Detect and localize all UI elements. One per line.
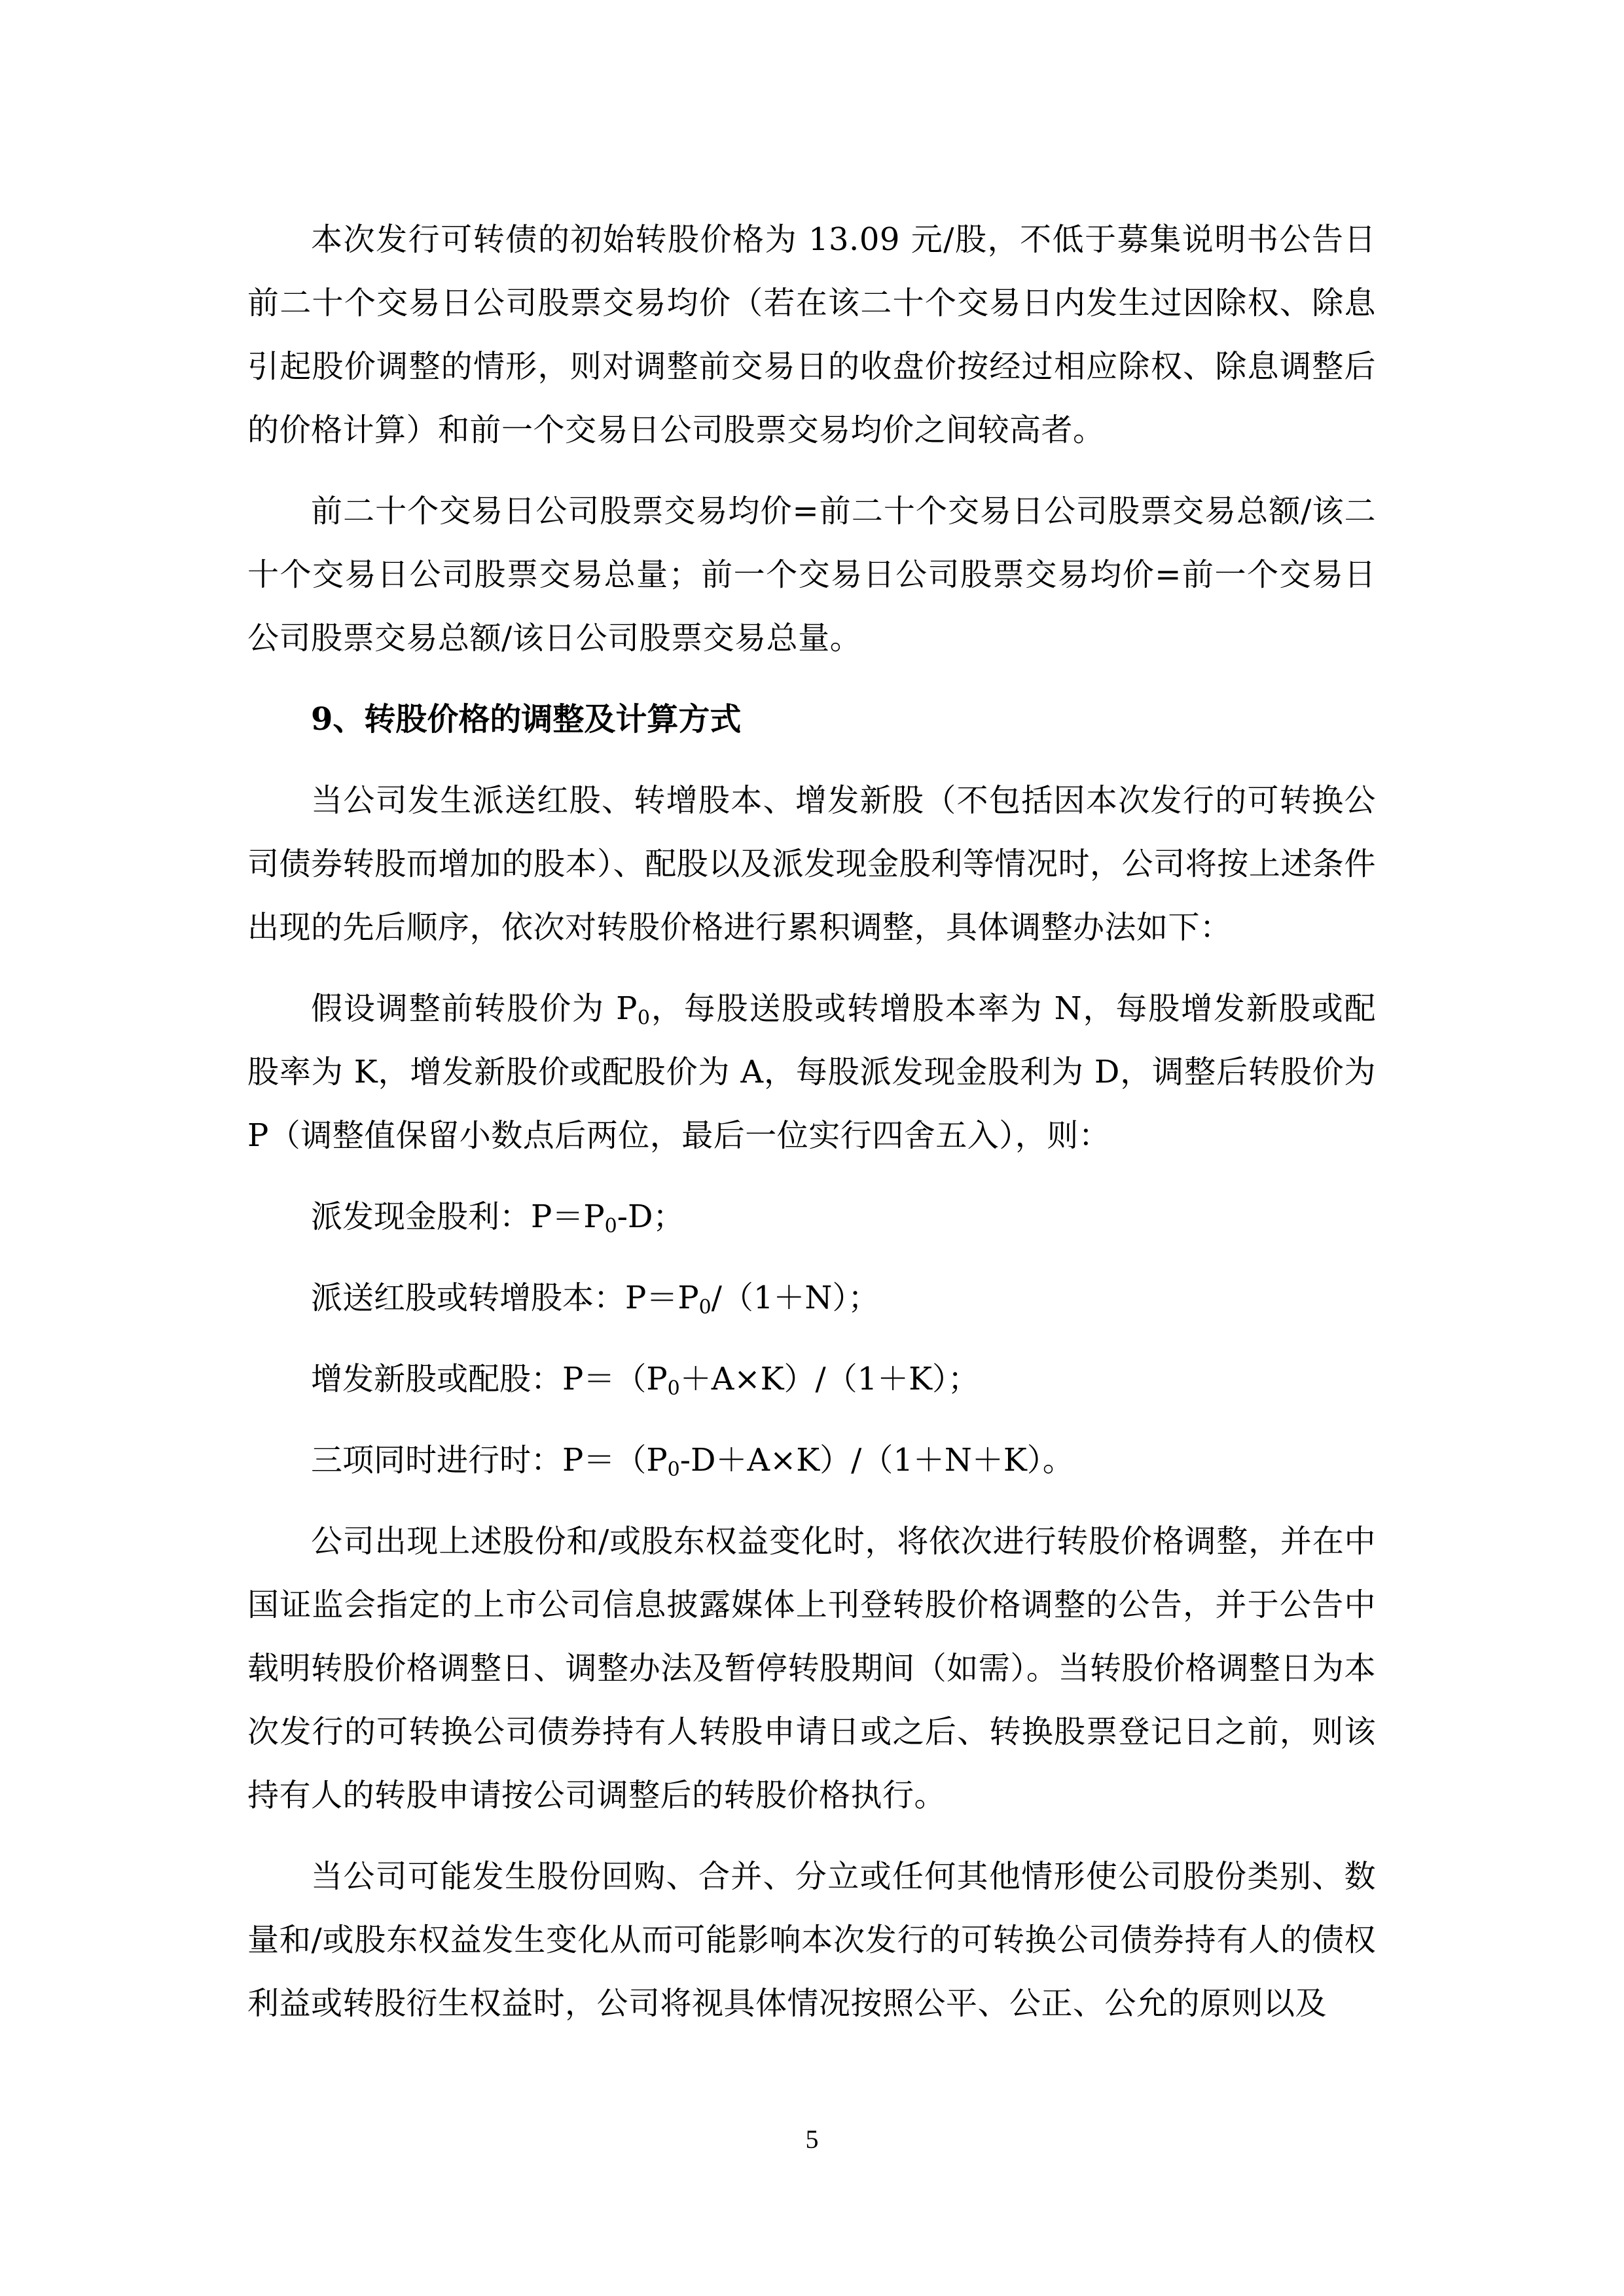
subscript-zero: 0 xyxy=(667,1377,680,1400)
formula-expression-post: /（1＋N）； xyxy=(711,1280,880,1316)
section-heading: 9、转股价格的调整及计算方式 xyxy=(311,701,742,738)
formula-label: 三项同时进行时： xyxy=(311,1442,563,1479)
subscript-zero: 0 xyxy=(604,1215,617,1238)
paragraph-initial-conversion-price: 本次发行可转债的初始转股价格为 13.09 元/股，不低于募集说明书公告日前二十个交易日公司股票交易均价（若在该二十个交易日内发生过因除权、除息引起股价调整的情形，则对调整前交易日的收盘价按经过相应除权、除息调整后的价格计算）和前一个交易日公司股票交易均价之间较高者。 xyxy=(247,221,1376,448)
formula-expression-post: -D＋A×K）/（1＋N＋K）。 xyxy=(679,1442,1074,1479)
variables-text-part1: 假设调整前转股价为 P xyxy=(311,990,638,1027)
formula-new-shares-rights-issue xyxy=(247,1348,1376,1411)
formula-expression-pre: P＝P xyxy=(531,1198,605,1235)
subscript-zero: 0 xyxy=(637,1007,651,1030)
paragraph-other-changes: 当公司可能发生股份回购、合并、分立或任何其他情形使公司股份类别、数量和/或股东权益发生变化从而可能影响本次发行的可转换公司债券持有人的债权利益或转股衍生权益时，公司将视具体情况按照公平、公正、公允的原则以及 xyxy=(247,1858,1376,2022)
variables-text-part2: ，每股送股或转增股本率为 N，每股增发新股或配股率为 K，增发新股价或配股价为 A，每股派发现金股利为 D，调整后转股价为 P（调整值保留小数点后两位，最后一位实行四舍五入），则： xyxy=(247,990,1376,1154)
formula-label: 派送红股或转增股本： xyxy=(311,1280,626,1316)
formula-expression-pre: P＝（P xyxy=(562,1442,668,1479)
formula-label: 增发新股或配股： xyxy=(311,1361,563,1397)
formula-label: 派发现金股利： xyxy=(311,1198,532,1235)
subscript-zero: 0 xyxy=(698,1296,712,1319)
page-number: 5 xyxy=(805,2125,819,2154)
paragraph-variable-definitions xyxy=(247,977,1376,1168)
formula-expression-pre: P＝P xyxy=(625,1280,699,1316)
formula-expression-pre: P＝（P xyxy=(562,1361,668,1397)
subscript-zero: 0 xyxy=(667,1458,680,1481)
paragraph-announcement: 公司出现上述股份和/或股东权益变化时，将依次进行转股价格调整，并在中国证监会指定的上市公司信息披露媒体上刊登转股价格调整的公告，并于公告中载明转股价格调整日、调整办法及暂停转股期间（如需）。当转股价格调整日为本次发行的可转换公司债券持有人转股申请日或之后、转换股票登记日之前，则该持有人的转股申请按公司调整后的转股价格执行。 xyxy=(247,1523,1376,1814)
formula-expression-post: -D； xyxy=(617,1198,685,1235)
formula-bonus-shares xyxy=(247,1266,1376,1330)
paragraph-average-price-definition: 前二十个交易日公司股票交易均价=前二十个交易日公司股票交易总额/该二十个交易日公司股票交易总量；前一个交易日公司股票交易均价=前一个交易日公司股票交易总额/该日公司股票交易总量。 xyxy=(247,493,1376,656)
formula-cash-dividend xyxy=(247,1185,1376,1249)
paragraph-adjustment-conditions: 当公司发生派送红股、转增股本、增发新股（不包括因本次发行的可转换公司债券转股而增加的股本）、配股以及派发现金股利等情况时，公司将按上述条件出现的先后顺序，依次对转股价格进行累积调整，具体调整办法如下： xyxy=(247,782,1376,946)
formula-expression-post: ＋A×K）/（1＋K）； xyxy=(679,1361,980,1397)
formula-combined xyxy=(247,1429,1376,1492)
document-page xyxy=(247,208,1376,2053)
